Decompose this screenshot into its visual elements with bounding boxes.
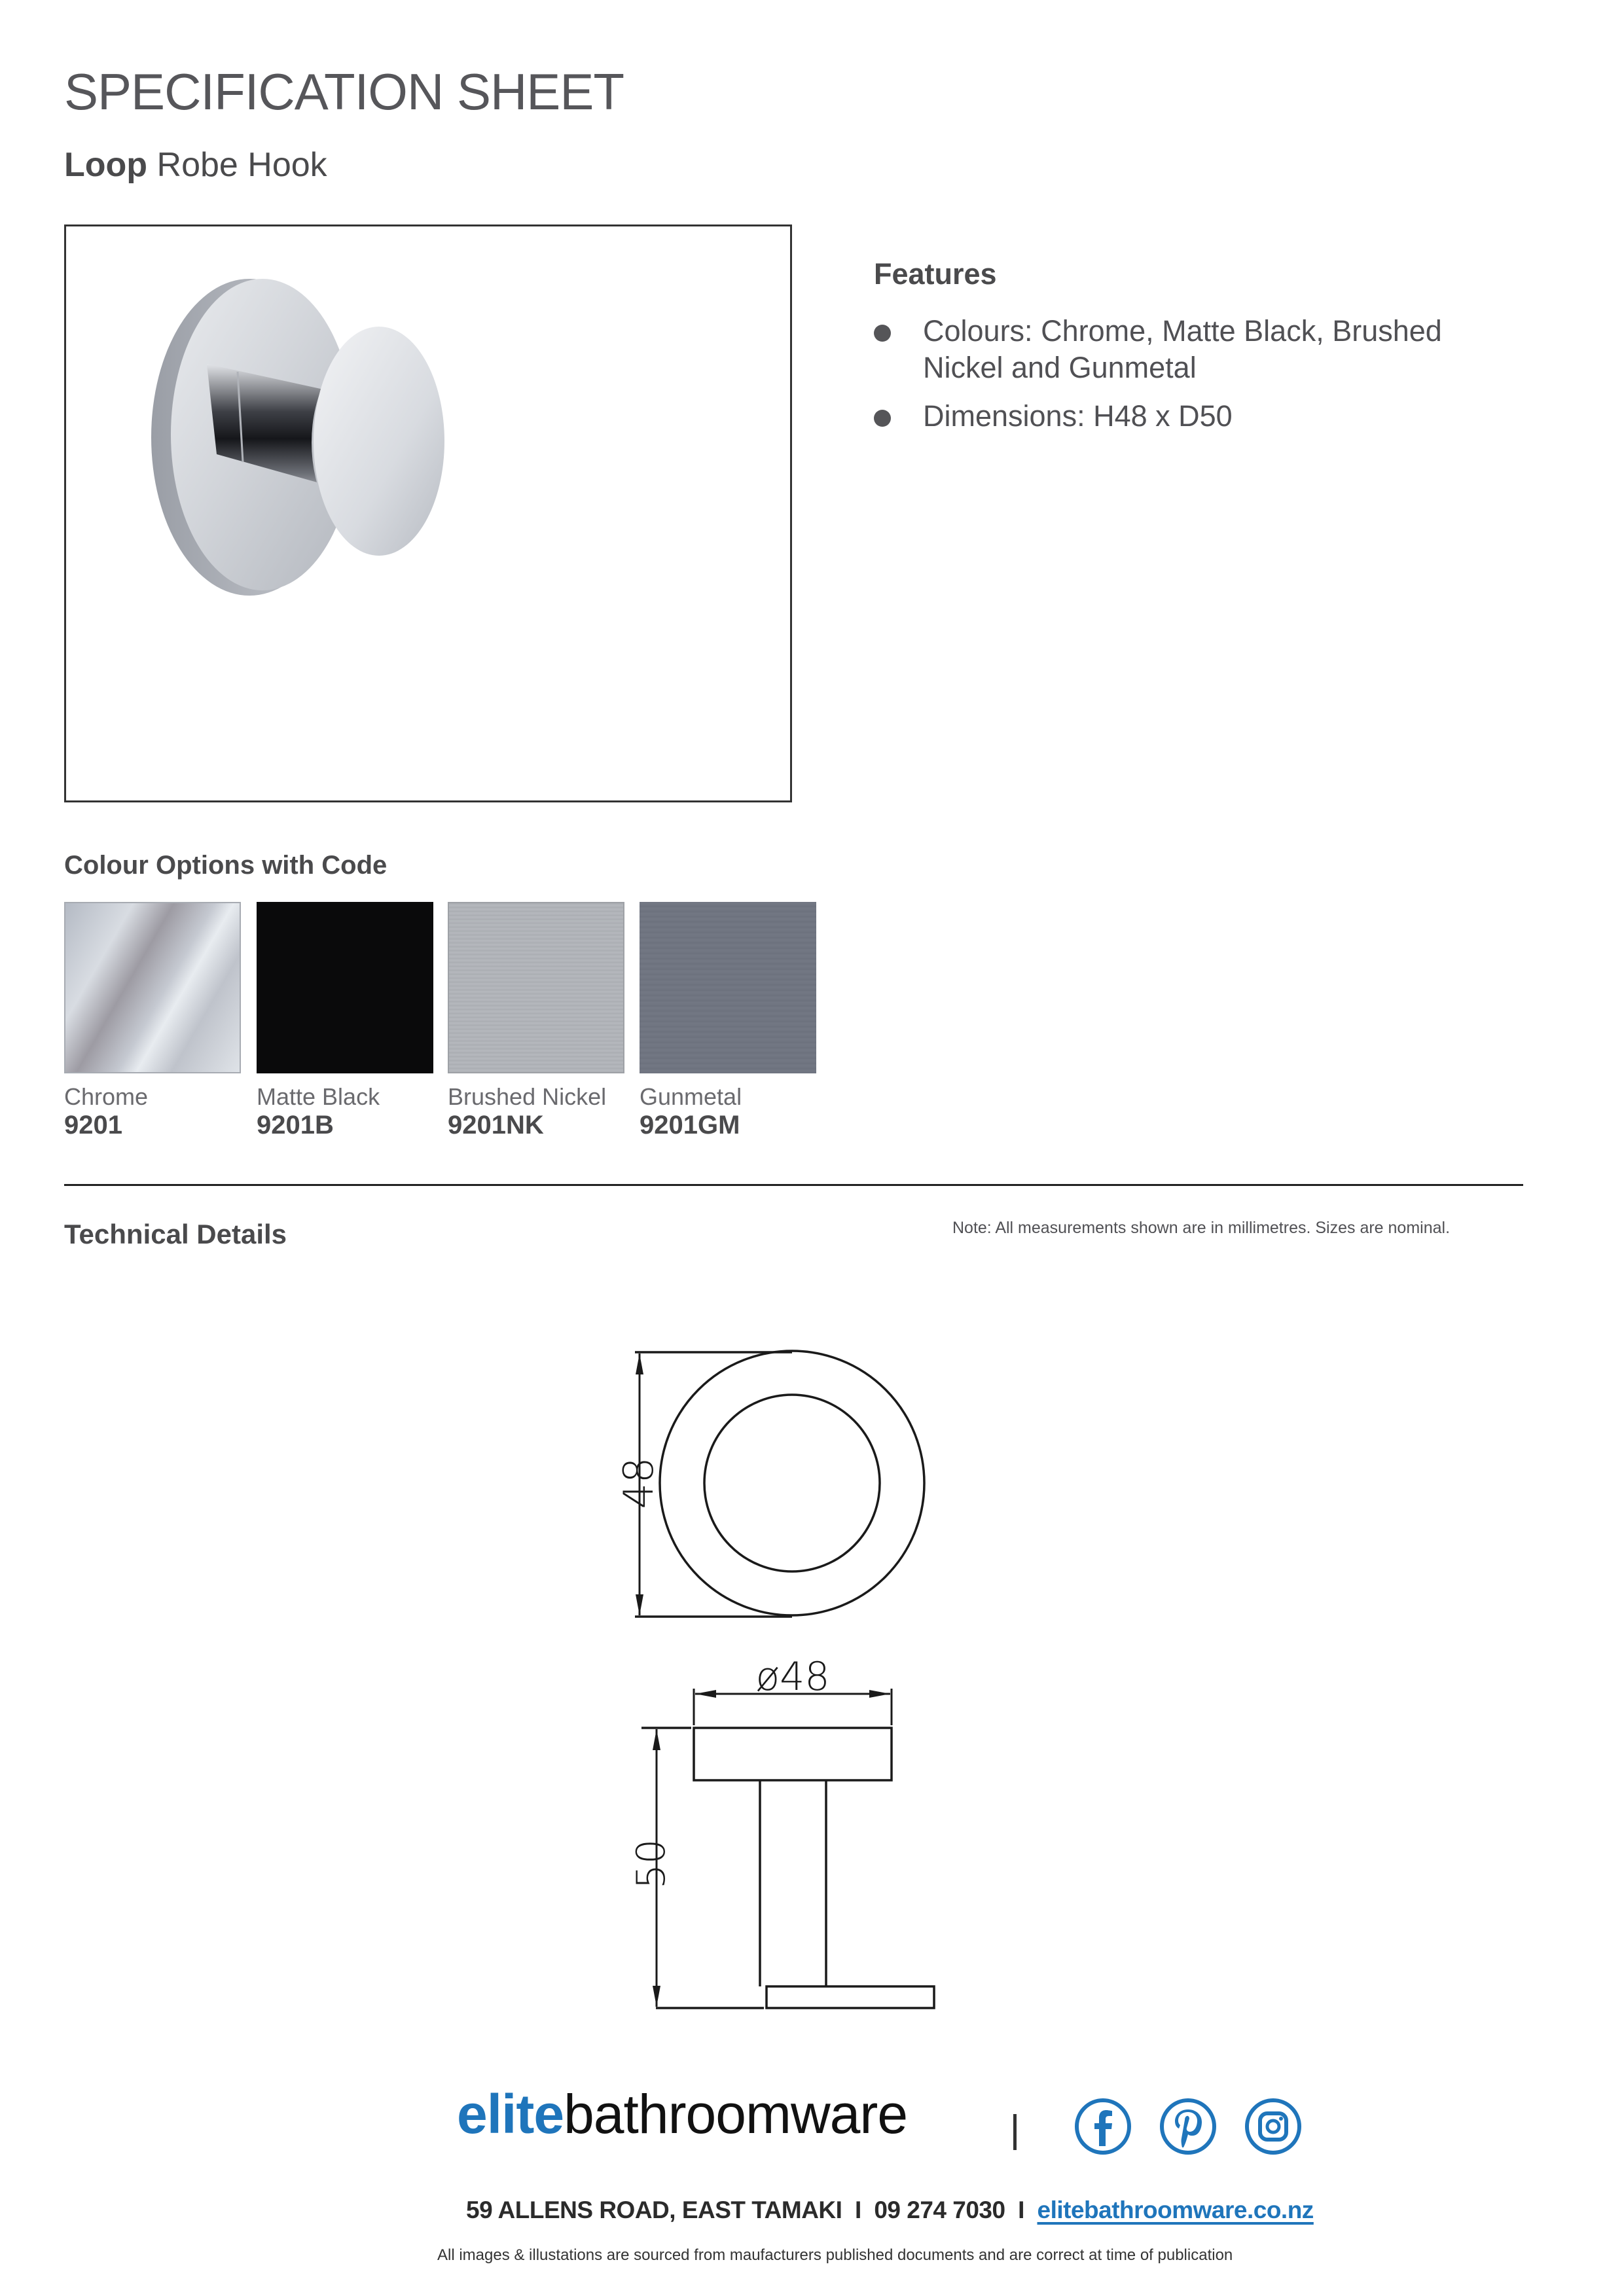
divider-text: I — [854, 2197, 861, 2223]
depth-dimension-label: 50 — [628, 1839, 674, 1890]
features-heading: Features — [874, 257, 997, 291]
contact-line — [466, 2197, 1314, 2224]
arrow-down-icon — [636, 1594, 643, 1615]
instagram-icon[interactable] — [1244, 2098, 1302, 2155]
swatch-code-chrome: 9201 — [64, 1111, 122, 1139]
swatch-name-matte-black: Matte Black — [257, 1083, 380, 1110]
arrow-right-icon — [869, 1690, 890, 1698]
product-type: Robe Hook — [147, 146, 327, 184]
arrow-up-icon — [636, 1354, 643, 1374]
swatch-code-gunmetal: 9201GM — [640, 1111, 740, 1139]
brand-logo — [457, 2083, 907, 2146]
swatch-code-brushed-nickel: 9201NK — [448, 1111, 544, 1139]
arrow-left-icon — [695, 1690, 716, 1698]
swatch-code-matte-black: 9201B — [257, 1111, 334, 1139]
disclaimer-text: All images & illustations are sourced from maufacturers published documents and are correct at time of publication — [437, 2246, 1233, 2264]
feature-text: Dimensions: H48 x D50 — [923, 399, 1233, 433]
website-link[interactable]: elitebathroomware.co.nz — [1037, 2197, 1314, 2223]
diameter-dimension-label: ø48 — [755, 1654, 830, 1700]
page-title: SPECIFICATION SHEET — [64, 63, 624, 120]
measurement-note: Note: All measurements shown are in millimetres. Sizes are nominal. — [952, 1219, 1451, 1237]
logo-elite: elite — [457, 2083, 564, 2145]
colour-options-heading: Colour Options with Code — [64, 851, 388, 880]
side-view — [641, 1689, 934, 2008]
logo-bathroomware: bathroomware — [564, 2083, 908, 2145]
arrow-down-icon — [653, 1986, 660, 2007]
logo-separator — [1013, 2114, 1017, 2150]
phone-number: 09 274 7030 — [874, 2197, 1005, 2223]
pinterest-icon[interactable] — [1159, 2098, 1217, 2155]
feature-text: Colours: Chrome, Matte Black, Brushed Nickel and Gunmetal — [923, 314, 1442, 384]
address-text: 59 ALLENS ROAD, EAST TAMAKI — [466, 2197, 842, 2223]
swatch-name-brushed-nickel: Brushed Nickel — [448, 1083, 607, 1110]
technical-details-heading: Technical Details — [64, 1219, 287, 1249]
facebook-icon[interactable] — [1074, 2098, 1132, 2155]
arrow-up-icon — [653, 1729, 660, 1750]
height-dimension-label: 48 — [615, 1457, 662, 1509]
divider-text: I — [1018, 2197, 1024, 2223]
swatch-name-chrome: Chrome — [64, 1083, 149, 1110]
product-series: Loop — [64, 146, 148, 184]
swatch-name-gunmetal: Gunmetal — [640, 1083, 742, 1110]
front-view — [635, 1351, 924, 1617]
